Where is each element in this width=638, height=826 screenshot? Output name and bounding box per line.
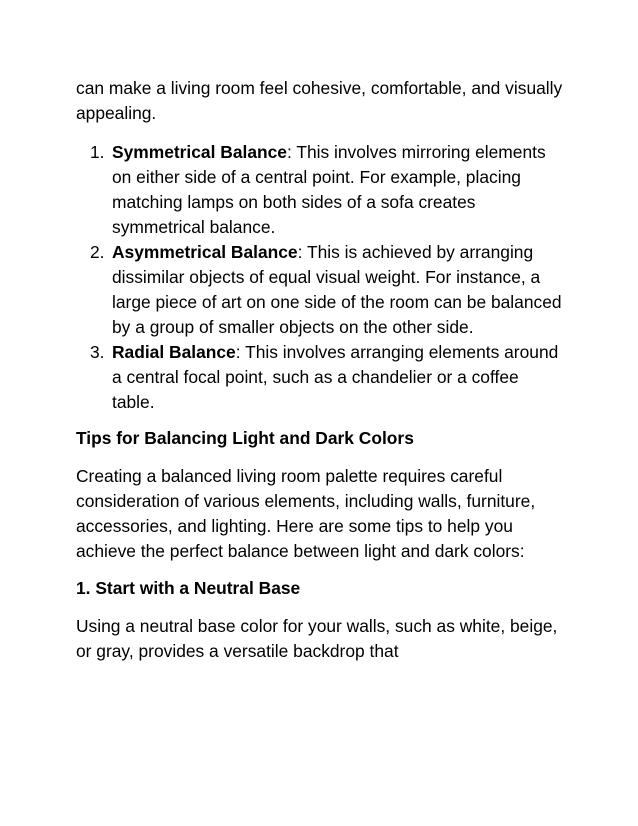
balance-types-list	[76, 140, 566, 415]
list-item-term: Symmetrical Balance	[112, 142, 287, 162]
list-item-description: : This involves arranging elements around a central focal point, such as a chandelier or a coffee table.	[112, 342, 559, 412]
tips-paragraph: Creating a balanced living room palette requires careful consideration of various elements, including walls, furniture, accessories, and lighting. Here are some tips to help you achieve the perfect balance between light and dark colors:	[76, 466, 536, 561]
list-item-number: 3.	[90, 342, 105, 362]
list-item-description: : This is achieved by arranging dissimilar objects of equal visual weight. For instance, a large piece of art on one side of the room can be balanced by a group of smaller objects on the other side.	[112, 242, 562, 337]
section-heading: 1. Start with a Neutral Base	[76, 578, 301, 598]
list-item-number: 1.	[90, 142, 105, 162]
list-item-term: Radial Balance	[112, 342, 236, 362]
document-page	[76, 76, 566, 676]
list-item	[76, 340, 566, 415]
list-item	[76, 140, 566, 240]
list-item-term: Asymmetrical Balance	[112, 242, 298, 262]
section-paragraph: Using a neutral base color for your walls, such as white, beige, or gray, provides a versatile backdrop that	[76, 616, 558, 661]
tips-heading: Tips for Balancing Light and Dark Colors	[76, 428, 414, 448]
list-item	[76, 240, 566, 340]
list-item-number: 2.	[90, 242, 105, 262]
intro-paragraph: can make a living room feel cohesive, comfortable, and visually appealing.	[76, 78, 563, 123]
list-item-description: : This involves mirroring elements on either side of a central point. For example, placing matching lamps on both sides of a sofa creates symmetrical balance.	[112, 142, 546, 237]
